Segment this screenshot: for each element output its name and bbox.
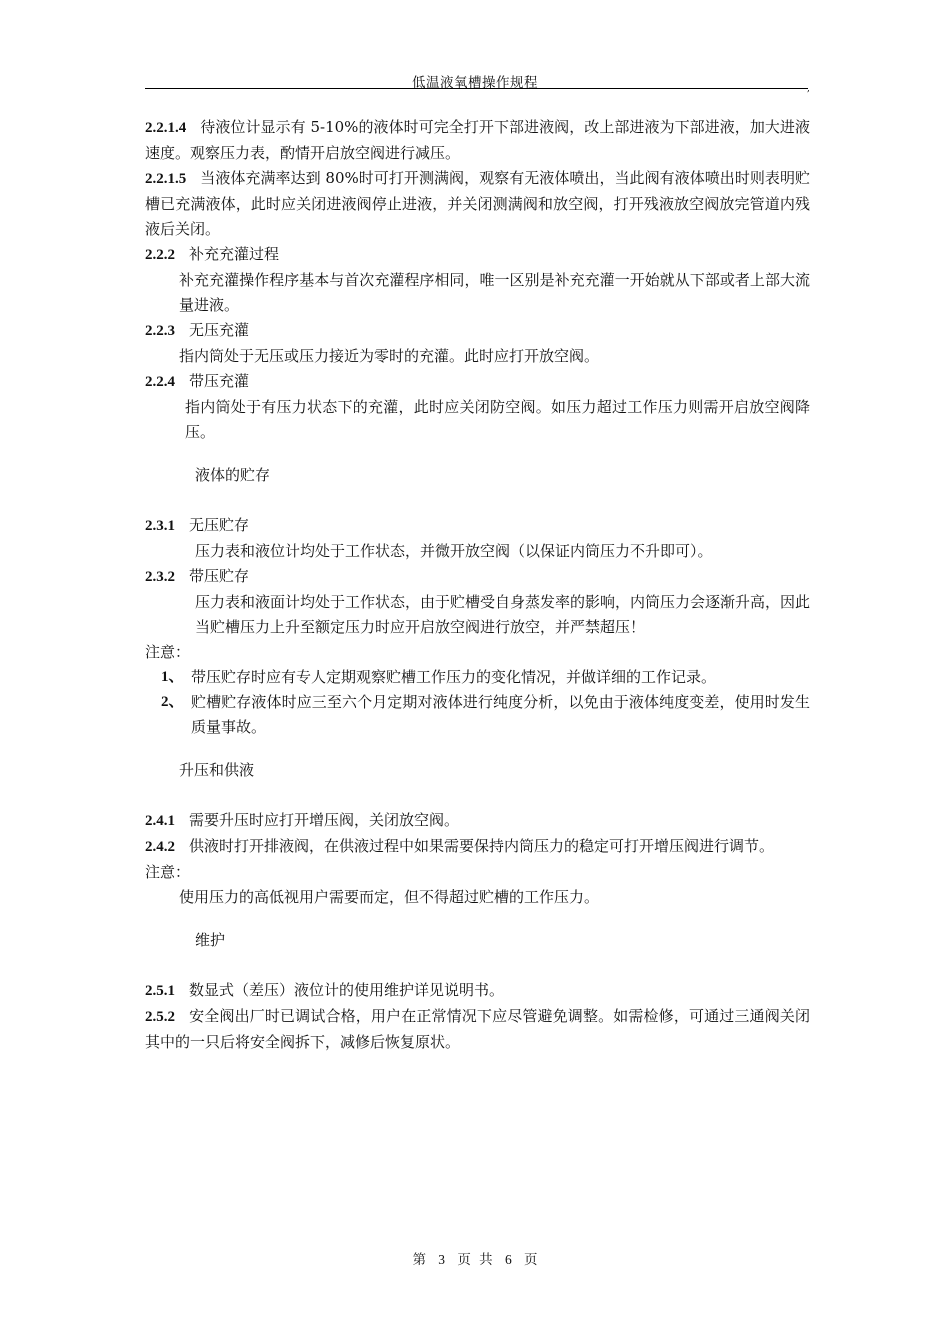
footer-page-number: 3 (438, 1252, 446, 1267)
item-2-2-1-5 (145, 166, 810, 242)
item-2-5-2 (145, 1004, 810, 1055)
header-mark: , (807, 84, 810, 94)
note-text: 带压贮存时应有专人定期观察贮槽工作压力的变化情况，并做详细的工作记录。 (191, 668, 717, 686)
note-number: 1、 (161, 669, 184, 685)
heading-2-3-1 (145, 513, 810, 539)
note-item-2 (145, 690, 810, 740)
footer-mid: 页 共 (457, 1252, 493, 1268)
heading-title: 无压充灌 (189, 321, 250, 339)
heading-number: 2.2.4 (145, 374, 175, 390)
paragraph-2-3-1: 压力表和液位计均处于工作状态，并微开放空阀（以保证内筒压力不升即可）。 (195, 542, 713, 560)
document-header-title: 低温液氧槽操作规程 (412, 75, 538, 91)
item-number: 2.5.2 (145, 1009, 175, 1025)
heading-title: 无压贮存 (189, 516, 250, 534)
paragraph-2-2-2: 补充充灌操作程序基本与首次充灌程序相同，唯一区别是补充充灌一开始就从下部或者上部大流量进液。 (179, 271, 810, 314)
paragraph-2-2-4: 指内筒处于有压力状态下的充灌，此时应关闭防空阀。如压力超过工作压力则需开启放空阀降压。 (185, 398, 810, 441)
item-2-4-2 (145, 834, 810, 860)
document-body (145, 115, 810, 1055)
item-text: 当液体充满率达到 80%时可打开测满阀，观察有无液体喷出，当此阀有液体喷出时则表明贮槽已充满液体，此时应关闭进液阀停止进液，并关闭测满阀和放空阀，打开残液放空阀放完管道内残液后关闭。 (145, 169, 810, 238)
heading-2-2-4 (145, 369, 810, 395)
heading-number: 2.2.3 (145, 323, 175, 339)
paragraph-2-3-2: 压力表和液面计均处于工作状态，由于贮槽受自身蒸发率的影响，内筒压力会逐渐升高，因此当贮槽压力上升至额定压力时应开启放空阀进行放空，并严禁超压！ (195, 593, 811, 636)
item-text: 数显式（差压）液位计的使用维护详见说明书。 (189, 981, 505, 999)
note-text: 贮槽贮存液体时应三至六个月定期对液体进行纯度分析，以免由于液体纯度变差，使用时发生质量事故。 (191, 693, 810, 736)
note-item-1 (145, 665, 810, 690)
heading-2-2-3 (145, 318, 810, 344)
item-number: 2.2.1.5 (145, 171, 187, 187)
heading-title: 带压贮存 (189, 567, 250, 585)
item-text: 待液位计显示有 5-10%的液体时可完全打开下部进液阀，改上部进液为下部进液，加大进液速度。观察压力表，酌情开启放空阀进行减压。 (145, 118, 810, 162)
header-rule (145, 88, 808, 89)
item-2-2-1-4 (145, 115, 810, 166)
item-2-5-1 (145, 978, 810, 1004)
footer-suffix: 页 (523, 1252, 538, 1268)
item-number: 2.4.1 (145, 813, 175, 829)
note-label: 注意： (145, 643, 191, 661)
page-footer (0, 1248, 950, 1268)
section-title-storage: 液体的贮存 (195, 466, 271, 484)
item-2-4-1 (145, 808, 810, 834)
item-number: 2.2.1.4 (145, 120, 187, 136)
heading-2-2-2 (145, 242, 810, 268)
note-number: 2、 (161, 694, 184, 710)
heading-number: 2.3.2 (145, 569, 175, 585)
item-text: 安全阀出厂时已调试合格，用户在正常情况下应尽管避免调整。如需检修，可通过三通阀关闭其中的一只后将安全阀拆下，减修后恢复原状。 (145, 1007, 810, 1051)
section-title-maintenance: 维护 (195, 931, 226, 949)
heading-2-3-2 (145, 564, 810, 590)
heading-number: 2.3.1 (145, 518, 175, 534)
paragraph-2-2-3: 指内筒处于无压或压力接近为零时的充灌。此时应打开放空阀。 (179, 347, 600, 365)
section-title-pressurize: 升压和供液 (179, 761, 255, 779)
heading-title: 带压充灌 (189, 372, 250, 390)
item-text: 供液时打开排液阀，在供液过程中如果需要保持内筒压力的稳定可打开增压阀进行调节。 (189, 837, 775, 855)
footer-total-pages: 6 (504, 1252, 512, 1267)
heading-title: 补充充灌过程 (189, 245, 280, 263)
item-number: 2.5.1 (145, 983, 175, 999)
note-label: 注意： (145, 863, 191, 881)
note-text: 使用压力的高低视用户需要而定，但不得超过贮槽的工作压力。 (179, 888, 600, 906)
item-number: 2.4.2 (145, 839, 175, 855)
heading-number: 2.2.2 (145, 247, 175, 263)
item-text: 需要升压时应打开增压阀，关闭放空阀。 (189, 811, 460, 829)
footer-prefix: 第 (412, 1252, 426, 1268)
